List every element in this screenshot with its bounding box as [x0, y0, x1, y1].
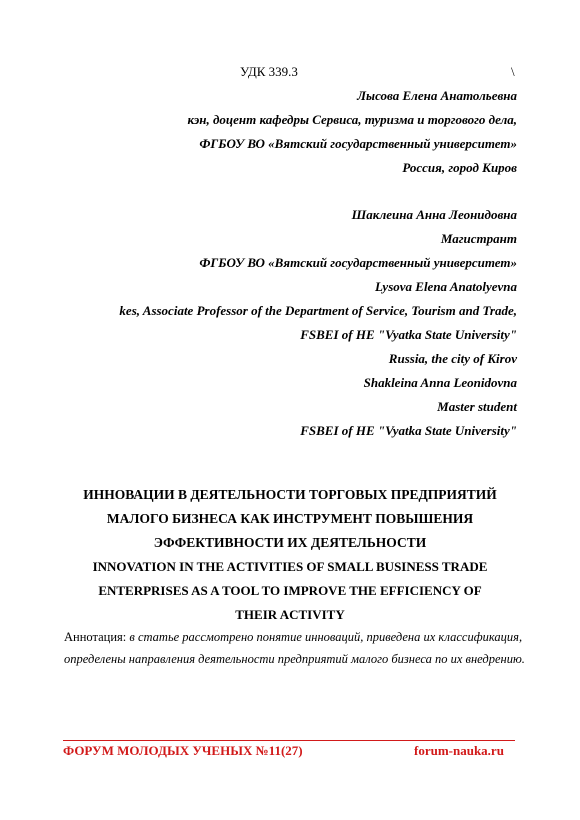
author-en-1-location: Russia, the city of Kirov	[388, 351, 517, 366]
footer-journal: ФОРУМ МОЛОДЫХ УЧЕНЫХ №11(27)	[63, 743, 303, 758]
udk-code: УДК 339.3	[240, 64, 298, 79]
title-en-line-2: ENTERPRISES AS A TOOL TO IMPROVE THE EFFICIENCY OF	[98, 583, 482, 598]
author-en-2-org: FSBEI of HE "Vyatka State University"	[300, 423, 517, 438]
corner-mark: \	[511, 64, 515, 79]
author-ru-1-org: ФГБОУ ВО «Вятский государственный университет»	[199, 136, 517, 151]
title-en-line-3: THEIR ACTIVITY	[235, 607, 345, 622]
author-ru-1-location: Россия, город Киров	[402, 160, 517, 175]
title-ru-line-1: ИННОВАЦИИ В ДЕЯТЕЛЬНОСТИ ТОРГОВЫХ ПРЕДПРИЯТИЙ	[83, 487, 497, 502]
title-ru-line-2: МАЛОГО БИЗНЕСА КАК ИНСТРУМЕНТ ПОВЫШЕНИЯ	[106, 511, 474, 526]
author-ru-2-name: Шаклеина Анна Леонидовна	[351, 207, 517, 222]
author-ru-2-org: ФГБОУ ВО «Вятский государственный университет»	[199, 255, 517, 270]
author-ru-2-position: Магистрант	[440, 231, 517, 246]
author-ru-1-position: кэн, доцент кафедры Сервиса, туризма и торгового дела,	[187, 112, 517, 127]
footer-divider	[63, 740, 515, 741]
title-ru-line-3: ЭФФЕКТИВНОСТИ ИХ ДЕЯТЕЛЬНОСТИ	[153, 535, 427, 550]
abstract-label: Аннотация:	[64, 630, 130, 644]
abstract	[64, 626, 534, 670]
author-en-1-org: FSBEI of HE "Vyatka State University"	[300, 327, 517, 342]
abstract-text: в статье рассмотрено понятие инноваций, приведена их классификация, определены направления деятельности предприятий малого бизнеса по их внедрению.	[64, 630, 525, 666]
author-en-2-position: Master student	[437, 399, 517, 414]
author-ru-1-name: Лысова Елена Анатольевна	[357, 88, 517, 103]
author-en-1-name: Lysova Elena Anatolyevna	[374, 279, 517, 294]
author-en-1-position: kes, Associate Professor of the Department of Service, Tourism and Trade,	[119, 303, 517, 318]
footer-site: forum-nauka.ru	[414, 743, 504, 758]
title-en-line-1: INNOVATION IN THE ACTIVITIES OF SMALL BUSINESS TRADE	[92, 559, 488, 574]
author-en-2-name: Shakleina Anna Leonidovna	[363, 375, 517, 390]
